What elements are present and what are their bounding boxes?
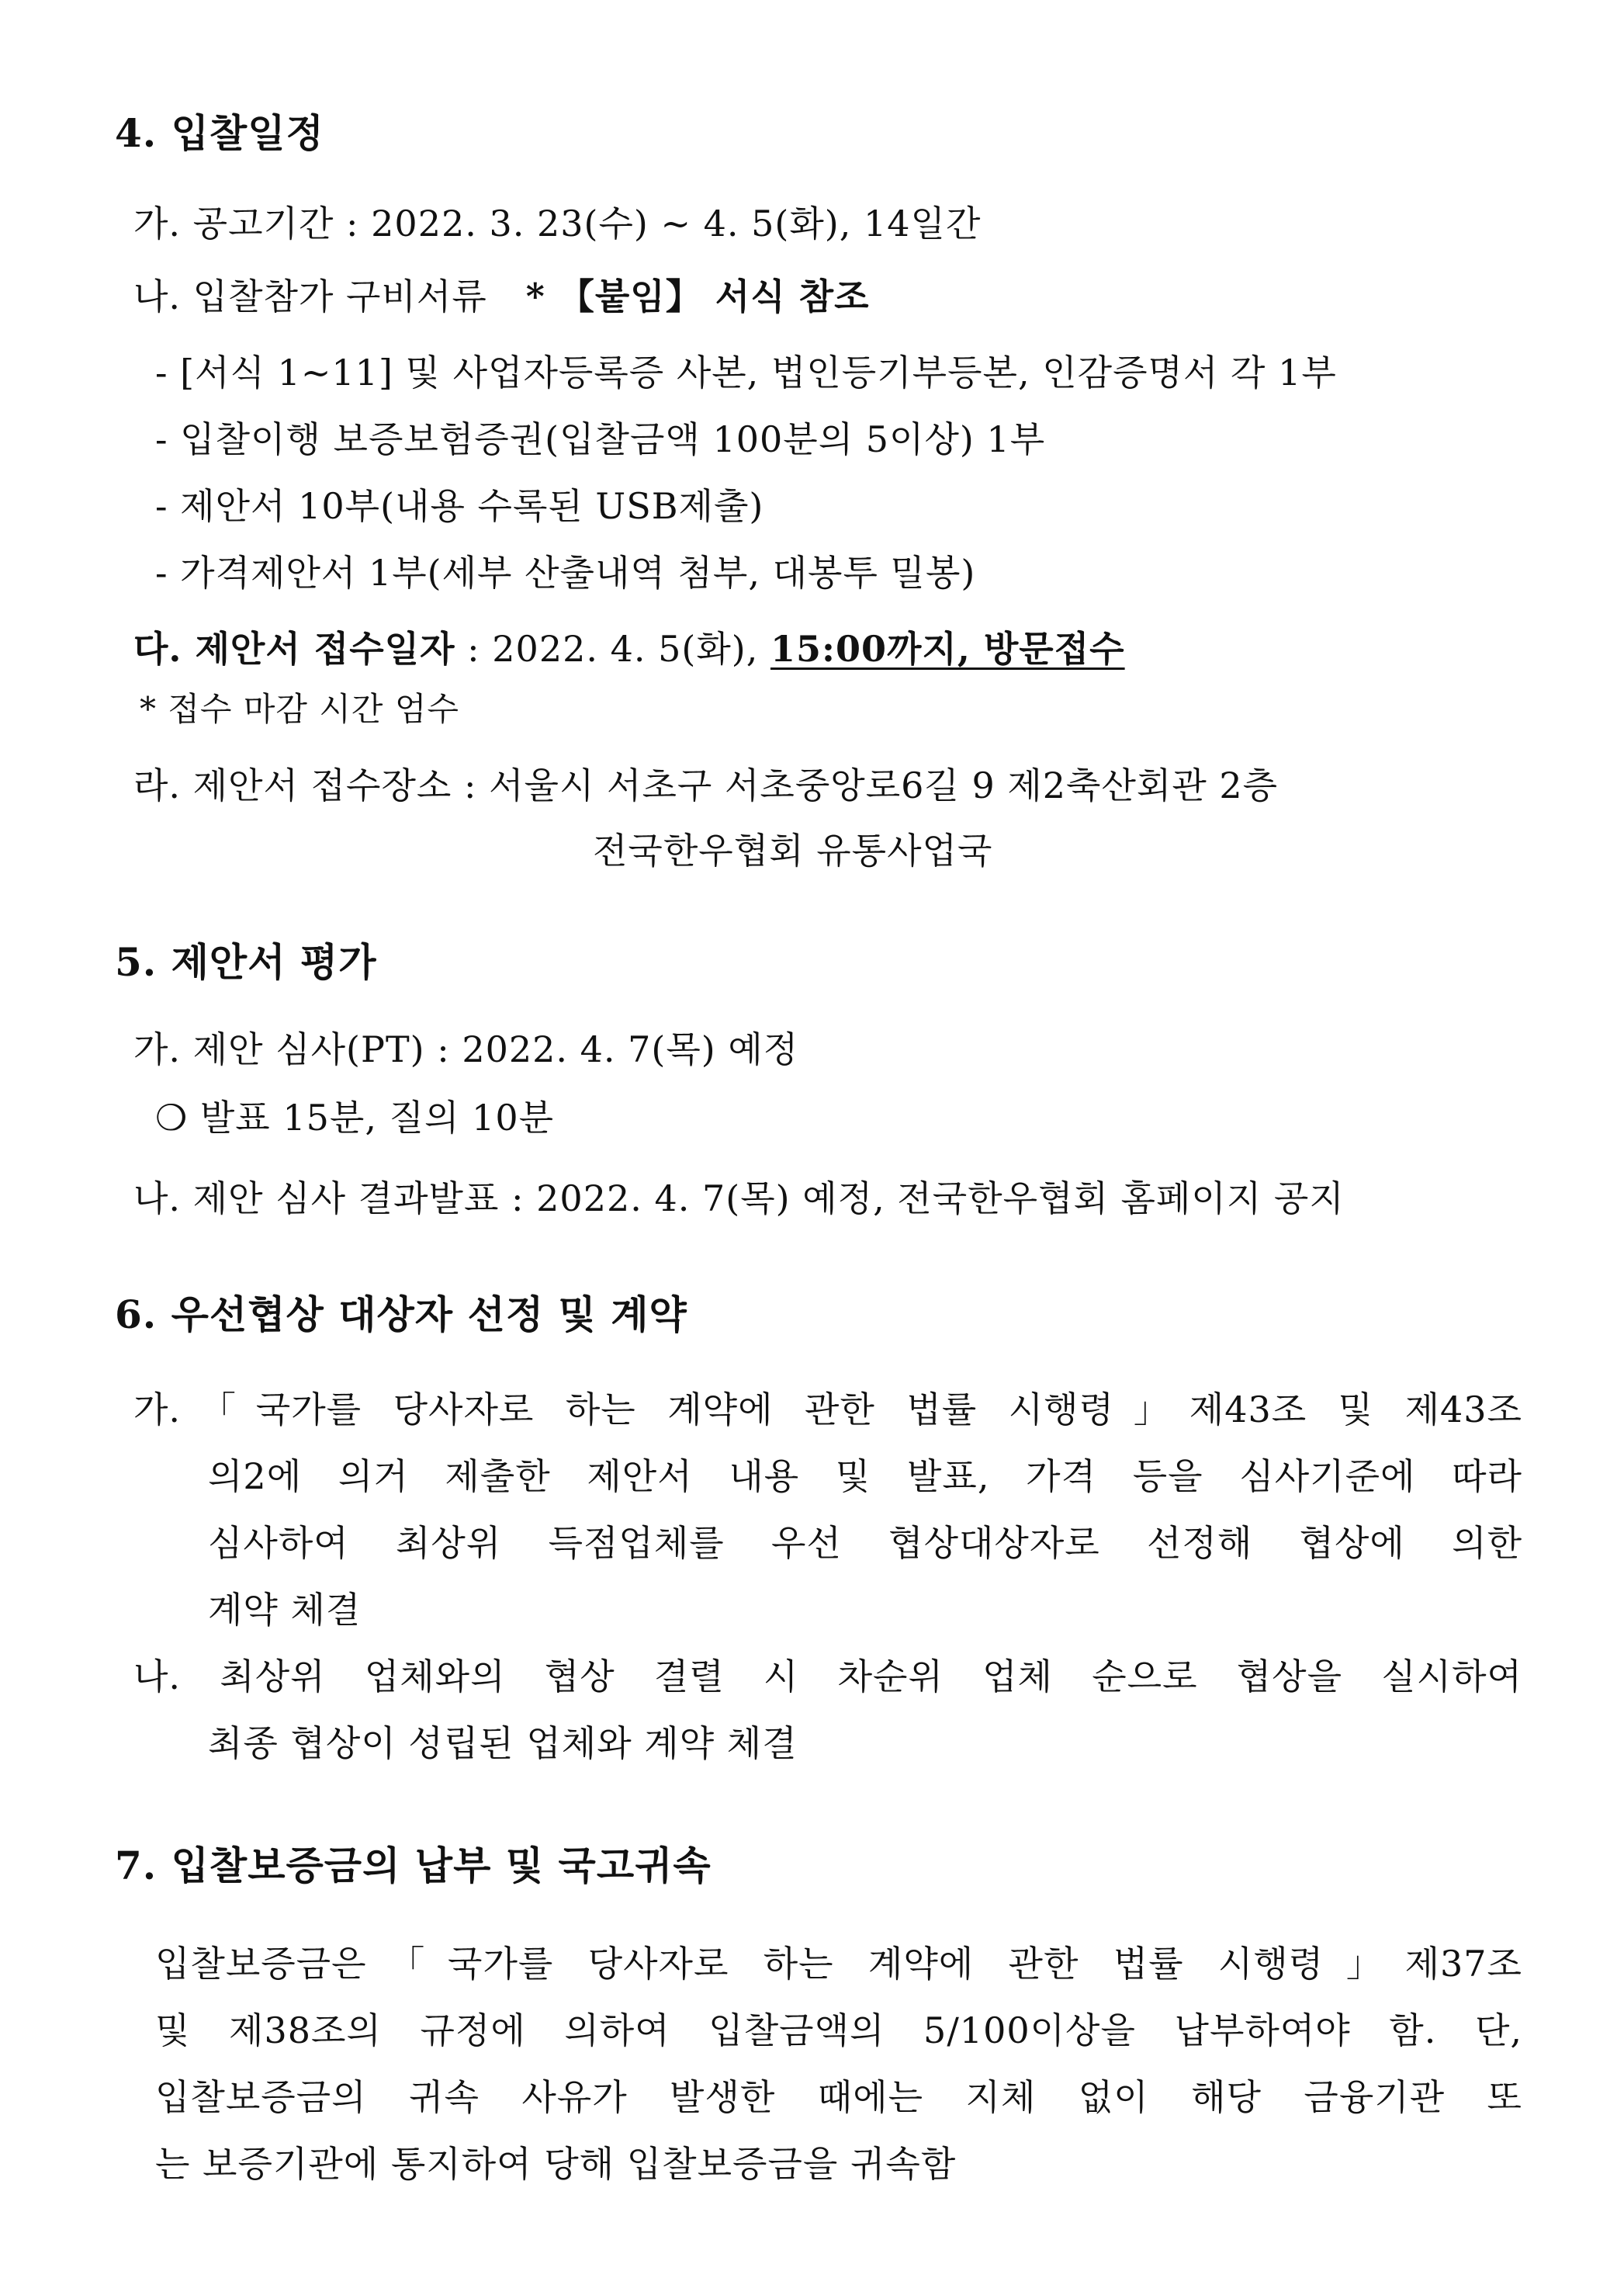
section-4-item-ra-line-1: 라. 제안서 접수장소 : 서울시 서초구 서초중앙로6길 9 제2축산회관 2층 [133, 765, 1279, 806]
section-6-item-na-line-1: 나. 최상위 업체와의 협상 결렬 시 차순위 업체 순으로 협상을 실시하여 [133, 1656, 1522, 1697]
section-4-doc-3: - 제안서 10부(내용 수록된 USB제출) [155, 485, 764, 527]
section-5-item-ga-sub: ❍ 발표 15분, 질의 10분 [155, 1097, 555, 1139]
section-4-heading: 4. 입찰일정 [115, 110, 324, 156]
section-4-item-ra-line-2: 전국한우협회 유통사업국 [593, 830, 993, 872]
section-6-item-na-line-2: 최종 협상이 성립된 업체와 계약 체결 [208, 1722, 798, 1764]
section-7-line-3: 입찰보증금의 귀속 사유가 발생한 때에는 지체 없이 해당 금융기관 또 [155, 2076, 1522, 2118]
section-6-item-ga-line-2: 의2에 의거 제출한 제안서 내용 및 발표, 가격 등을 심사기준에 따라 [208, 1455, 1522, 1497]
section-4-item-na-note: * 【붙임】 서식 참조 [525, 276, 870, 317]
section-7-line-1: 입찰보증금은「국가를 당사자로 하는 계약에 관한 법률 시행령」제37조 [155, 1943, 1522, 1985]
section-6-heading: 6. 우선협상 대상자 선정 및 계약 [115, 1292, 687, 1337]
section-6-item-ga-line-1: 가.「국가를 당사자로 하는 계약에 관한 법률 시행령」제43조 및 제43조 [133, 1389, 1522, 1430]
section-5-heading: 5. 제안서 평가 [115, 939, 377, 985]
section-7-heading: 7. 입찰보증금의 납부 및 국고귀속 [115, 1843, 712, 1888]
section-4-item-na [133, 273, 870, 320]
section-7-line-2: 및 제38조의 규정에 의하여 입찰금액의 5/100이상을 납부하여야 함. 단, [155, 2009, 1522, 2051]
section-6-item-ga-line-3: 심사하여 최상위 득점업체를 우선 협상대상자로 선정해 협상에 의한 [208, 1522, 1522, 1564]
section-7-line-4: 는 보증기관에 통지하여 당해 입찰보증금을 귀속함 [155, 2143, 957, 2185]
section-5-item-ga: 가. 제안 심사(PT) : 2022. 4. 7(목) 예정 [133, 1028, 799, 1070]
section-4-doc-4: - 가격제안서 1부(세부 산출내역 첨부, 대봉투 밀봉) [155, 552, 976, 594]
section-4-doc-2: - 입찰이행 보증보험증권(입찰금액 100분의 5이상) 1부 [155, 418, 1046, 460]
section-4-item-da-date: : 2022. 4. 5(화), [455, 628, 770, 670]
section-4-item-na-label: 나. 입찰참가 구비서류 [133, 276, 487, 317]
section-4-item-ga: 가. 공고기간 : 2022. 3. 23(수) ~ 4. 5(화), 14일간 [133, 203, 982, 244]
section-6-item-ga-line-4: 계약 체결 [208, 1589, 362, 1631]
section-4-item-da-time: 15:00까지, 방문접수 [770, 628, 1125, 670]
section-4-item-da-label: 다. 제안서 접수일자 [133, 628, 455, 670]
section-4-item-da-note: * 접수 마감 시간 엄수 [140, 690, 459, 728]
section-4-item-da [133, 626, 1125, 672]
section-5-item-na: 나. 제안 심사 결과발표 : 2022. 4. 7(목) 예정, 전국한우협회 홈페이지 공지 [133, 1177, 1345, 1219]
section-4-doc-1: - [서식 1~11] 및 사업자등록증 사본, 법인등기부등본, 인감증명서 각 1부 [155, 352, 1337, 394]
